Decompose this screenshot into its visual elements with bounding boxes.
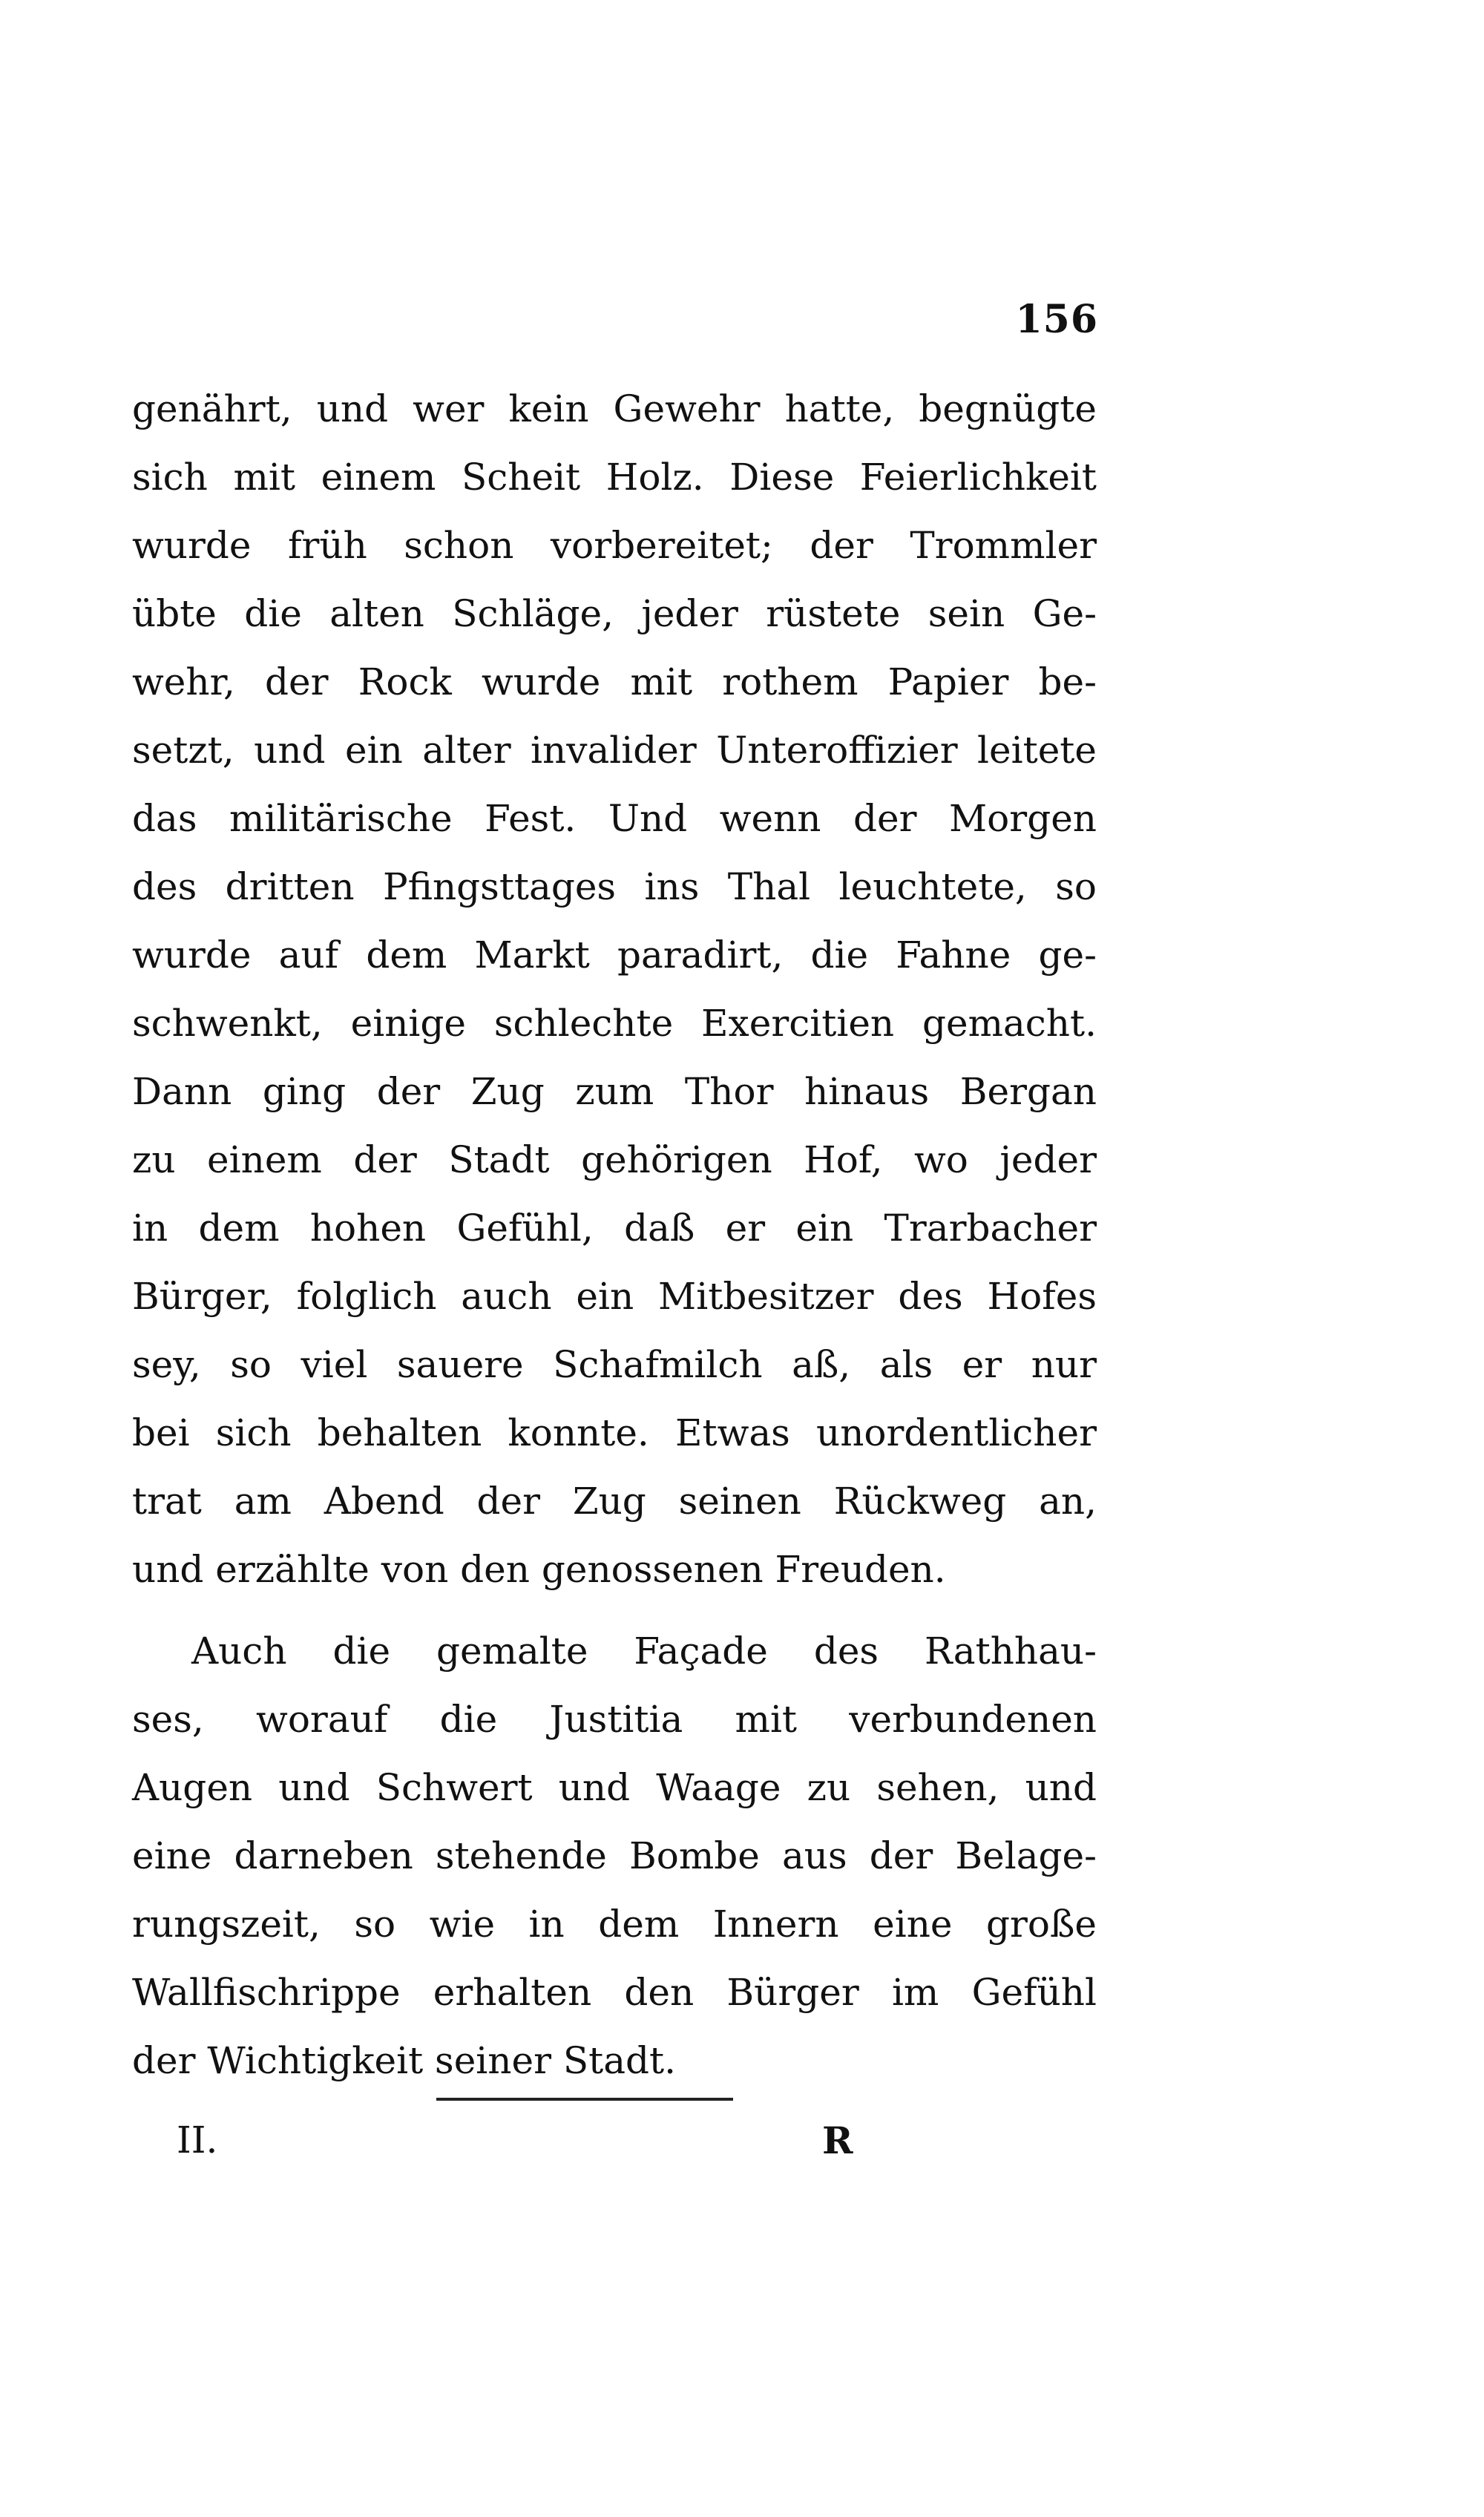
text-line: bei sich behalten konnte. Etwas unordentlicher <box>132 1411 1097 1454</box>
text-line: eine darneben stehende Bombe aus der Belage- <box>132 1834 1097 1877</box>
signature-mark: II. <box>177 2119 218 2162</box>
text-line: schwenkt, einige schlechte Exercitien gemacht. <box>132 1002 1097 1045</box>
text-line: Bürger, folglich auch ein Mitbesitzer des Hofes <box>132 1275 1097 1318</box>
text-line: Augen und Schwert und Waage zu sehen, und <box>132 1766 1097 1809</box>
text-line: und erzählte von den genossenen Freuden. <box>132 1548 946 1591</box>
text-line: rungszeit, so wie in dem Innern eine große <box>132 1903 1097 1946</box>
text-line: trat am Abend der Zug seinen Rückweg an, <box>132 1480 1097 1523</box>
text-line: wurde auf dem Markt paradirt, die Fahne ge- <box>132 933 1097 977</box>
text-line: Wallfischrippe erhalten den Bürger im Gefühl <box>132 1971 1097 2014</box>
text-line: wehr, der Rock wurde mit rothem Papier be- <box>132 660 1097 703</box>
catchword: R <box>822 2119 853 2162</box>
text-line: setzt, und ein alter invalider Unteroffizier leitete <box>132 729 1097 772</box>
body-text <box>132 375 1097 2095</box>
text-line: sich mit einem Scheit Holz. Diese Feierlichkeit <box>132 456 1097 499</box>
text-line: Dann ging der Zug zum Thor hinaus Bergan <box>132 1070 1097 1113</box>
text-line: sey, so viel sauere Schafmilch aß, als er nur <box>132 1343 1097 1386</box>
text-line: ses, worauf die Justitia mit verbundenen <box>132 1698 1097 1741</box>
text-line: in dem hohen Gefühl, daß er ein Trarbacher <box>132 1207 1097 1250</box>
footer-rule <box>436 2098 733 2101</box>
text-line: wurde früh schon vorbereitet; der Trommler <box>132 524 1097 567</box>
page-footer <box>132 2119 1097 2178</box>
text-line: zu einem der Stadt gehörigen Hof, wo jeder <box>132 1138 1097 1181</box>
text-line: genährt, und wer kein Gewehr hatte, begnügte <box>132 387 1097 430</box>
paragraph-1 <box>132 375 1097 1604</box>
text-line: übte die alten Schläge, jeder rüstete sein Ge- <box>132 592 1097 635</box>
page-number: 156 <box>1015 297 1098 342</box>
text-line: der Wichtigkeit seiner Stadt. <box>132 2039 677 2082</box>
text-line: Auch die gemalte Façade des Rathhau- <box>191 1630 1097 1673</box>
paragraph-gap <box>132 1604 1097 1617</box>
text-line: das militärische Fest. Und wenn der Morgen <box>132 797 1097 840</box>
text-line: des dritten Pfingsttages ins Thal leuchtete, so <box>132 865 1097 908</box>
paragraph-2 <box>132 1617 1097 2095</box>
